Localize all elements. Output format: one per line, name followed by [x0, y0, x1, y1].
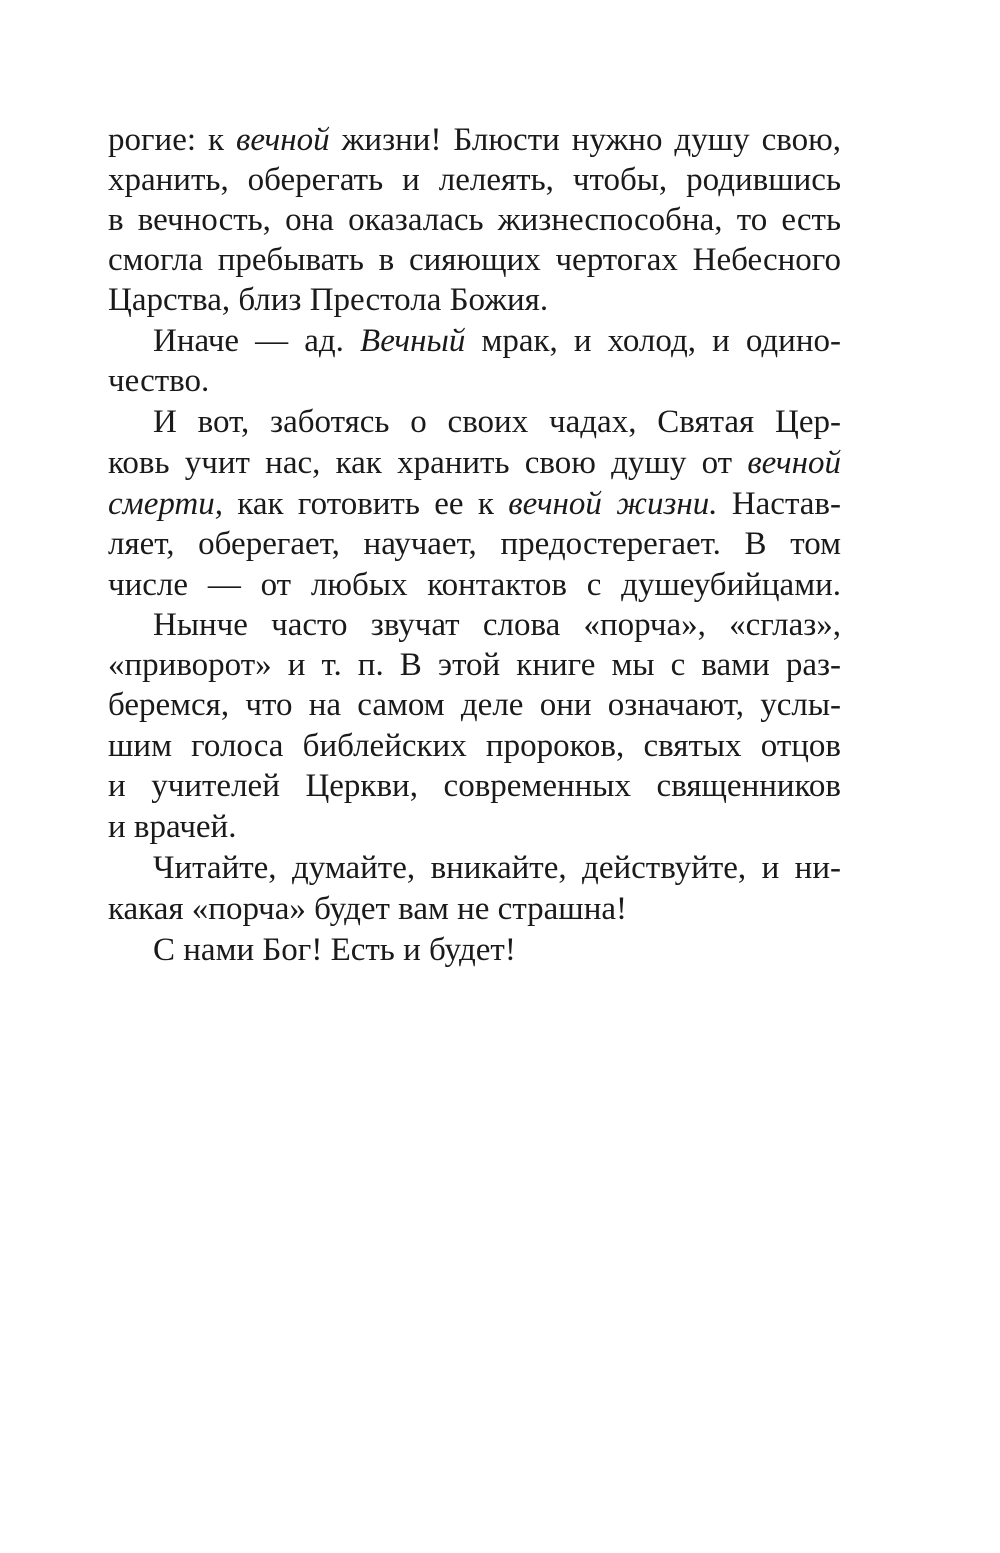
- text-line-1: [108, 120, 841, 160]
- italic-segment: Вечный: [360, 323, 466, 359]
- text-line-19: [153, 848, 841, 888]
- text-segment: какая «порча» будет вам не страшна!: [108, 891, 627, 927]
- text-segment: чество.: [108, 363, 210, 399]
- text-line-9: [108, 443, 841, 483]
- text-line-17: [108, 766, 841, 806]
- text-line-20: [108, 889, 841, 929]
- text-line-8: [153, 402, 841, 442]
- text-segment: ковь учит нас, как хранить свою душу от: [108, 445, 748, 481]
- text-line-11: [108, 524, 841, 564]
- text-segment: И вот, заботясь о своих чадах, Святая Цер-: [153, 404, 841, 440]
- text-segment: мрак, и холод, и одино-: [465, 323, 841, 359]
- text-segment: шим голоса библейских пророков, святых отцов: [108, 728, 841, 764]
- text-segment: беремся, что на самом деле они означают, услы-: [108, 687, 841, 723]
- italic-segment: смерти,: [108, 486, 224, 522]
- text-segment: в вечность, она оказалась жизнеспособна, то есть: [108, 202, 841, 238]
- text-segment: Иначе — ад.: [153, 323, 361, 359]
- text-line-16: [108, 726, 841, 766]
- text-line-13: [153, 605, 841, 645]
- italic-segment: вечной: [236, 122, 330, 158]
- text-line-5: [108, 280, 841, 320]
- text-line-18: [108, 807, 841, 847]
- text-line-14: [108, 645, 841, 685]
- text-segment: Царства, близ Престола Божия.: [108, 282, 549, 318]
- text-line-2: [108, 160, 841, 200]
- text-line-21: [153, 930, 841, 970]
- text-line-10: [108, 484, 841, 524]
- text-segment: ляет, оберегает, научает, предостерегает. В том: [108, 526, 841, 562]
- text-line-12: [108, 565, 841, 605]
- text-segment: «приворот» и т. п. В этой книге мы с вами раз-: [108, 647, 841, 683]
- text-segment: и учителей Церкви, современных священников: [108, 768, 841, 804]
- italic-segment: вечной: [747, 445, 841, 481]
- text-segment: смогла пребывать в сияющих чертогах Небесного: [108, 242, 841, 278]
- text-segment: С нами Бог! Есть и будет!: [153, 932, 516, 968]
- text-segment: как готовить ее к: [223, 486, 509, 522]
- text-segment: и врачей.: [108, 809, 237, 845]
- text-segment: Настав-: [717, 486, 842, 522]
- text-segment: хранить, оберегать и лелеять, чтобы, родившись: [108, 162, 841, 198]
- text-line-4: [108, 240, 841, 280]
- text-line-6: [153, 321, 841, 361]
- text-line-15: [108, 685, 841, 725]
- text-segment: Нынче часто звучат слова «порча», «сглаз»,: [153, 607, 841, 643]
- text-segment: рогие: к: [108, 122, 236, 158]
- italic-segment: вечной жизни.: [508, 486, 718, 522]
- text-segment: жизни! Блюсти нужно душу свою,: [329, 122, 841, 158]
- text-line-3: [108, 200, 841, 240]
- text-line-7: [108, 361, 841, 401]
- text-segment: Читайте, думайте, вникайте, действуйте, и ни-: [153, 850, 841, 886]
- text-segment: числе — от любых контактов с душеубийцами.: [108, 567, 841, 603]
